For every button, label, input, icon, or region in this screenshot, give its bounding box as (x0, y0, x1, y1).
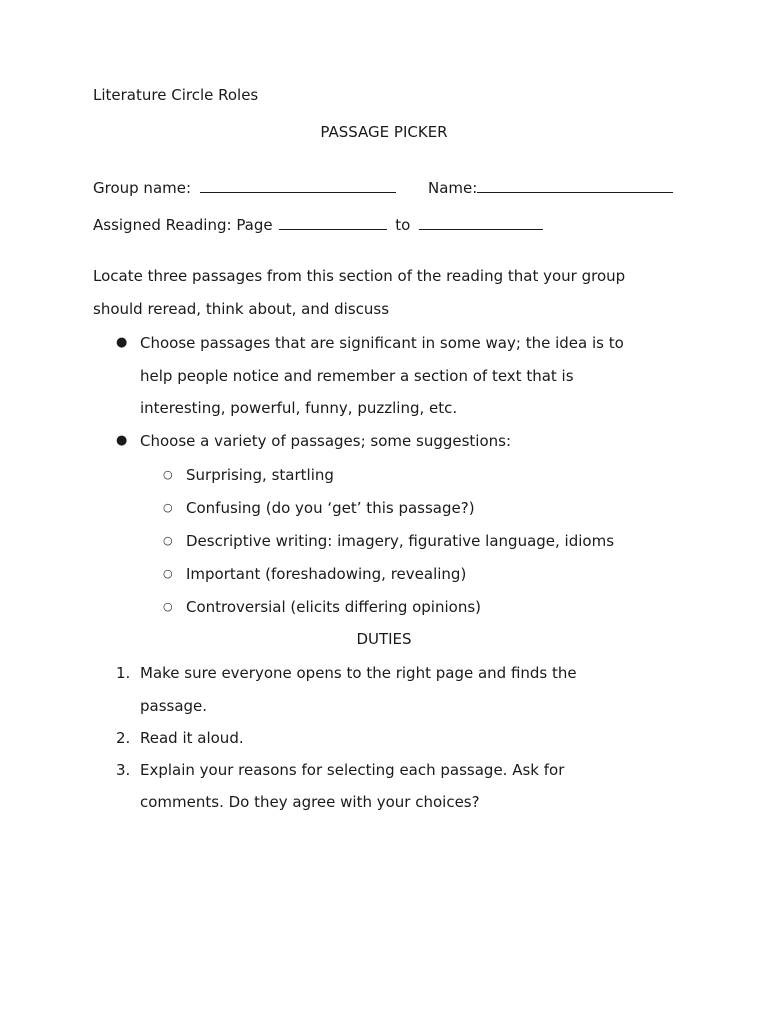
duty-1-line-2: passage. (140, 697, 208, 715)
sub-bullet-marker: ○ (163, 468, 173, 481)
bullet-marker: ● (116, 335, 128, 350)
duty-1-line-1: Make sure everyone opens to the right page and finds the (140, 664, 577, 682)
to-label: to (395, 216, 411, 234)
group-name-field (93, 178, 396, 198)
duties-heading: DUTIES (356, 630, 412, 648)
name-field (428, 178, 673, 198)
sub-bullet-surprising: Surprising, startling (186, 466, 334, 484)
group-name-label: Group name: (93, 179, 192, 197)
bullet-marker: ● (116, 433, 128, 448)
bullet-1-line-2: help people notice and remember a section of text that is (140, 367, 574, 385)
duty-3-line-1: Explain your reasons for selecting each passage. Ask for (140, 761, 565, 779)
group-name-blank (200, 178, 396, 193)
sub-bullet-marker: ○ (163, 600, 173, 613)
sub-bullet-marker: ○ (163, 567, 173, 580)
sub-bullet-confusing: Confusing (do you ‘get’ this passage?) (186, 499, 475, 517)
duty-3-line-2: comments. Do they agree with your choices? (140, 793, 480, 811)
assigned-reading-label: Assigned Reading: Page (93, 216, 273, 234)
sub-bullet-controversial: Controversial (elicits differing opinions) (186, 598, 482, 616)
sub-bullet-descriptive: Descriptive writing: imagery, figurative language, idioms (186, 532, 615, 550)
bullet-1-line-3: interesting, powerful, funny, puzzling, etc. (140, 399, 458, 417)
document-title: Literature Circle Roles (93, 86, 259, 104)
name-blank (477, 178, 673, 193)
name-label: Name: (428, 179, 478, 197)
assigned-reading-field (93, 215, 543, 235)
start-page-blank (279, 215, 387, 230)
end-page-blank (419, 215, 543, 230)
duty-1-number: 1. (116, 664, 131, 682)
intro-line-2: should reread, think about, and discuss (93, 300, 390, 318)
sub-bullet-marker: ○ (163, 501, 173, 514)
intro-line-1: Locate three passages from this section of the reading that your group (93, 267, 626, 285)
sub-bullet-important: Important (foreshadowing, revealing) (186, 565, 467, 583)
duty-2-number: 2. (116, 729, 131, 747)
role-title: PASSAGE PICKER (320, 123, 448, 141)
duty-2-line-1: Read it aloud. (140, 729, 244, 747)
sub-bullet-marker: ○ (163, 534, 173, 547)
bullet-1-line-1: Choose passages that are significant in some way; the idea is to (140, 334, 624, 352)
duty-3-number: 3. (116, 761, 131, 779)
bullet-2-line-1: Choose a variety of passages; some suggestions: (140, 432, 512, 450)
